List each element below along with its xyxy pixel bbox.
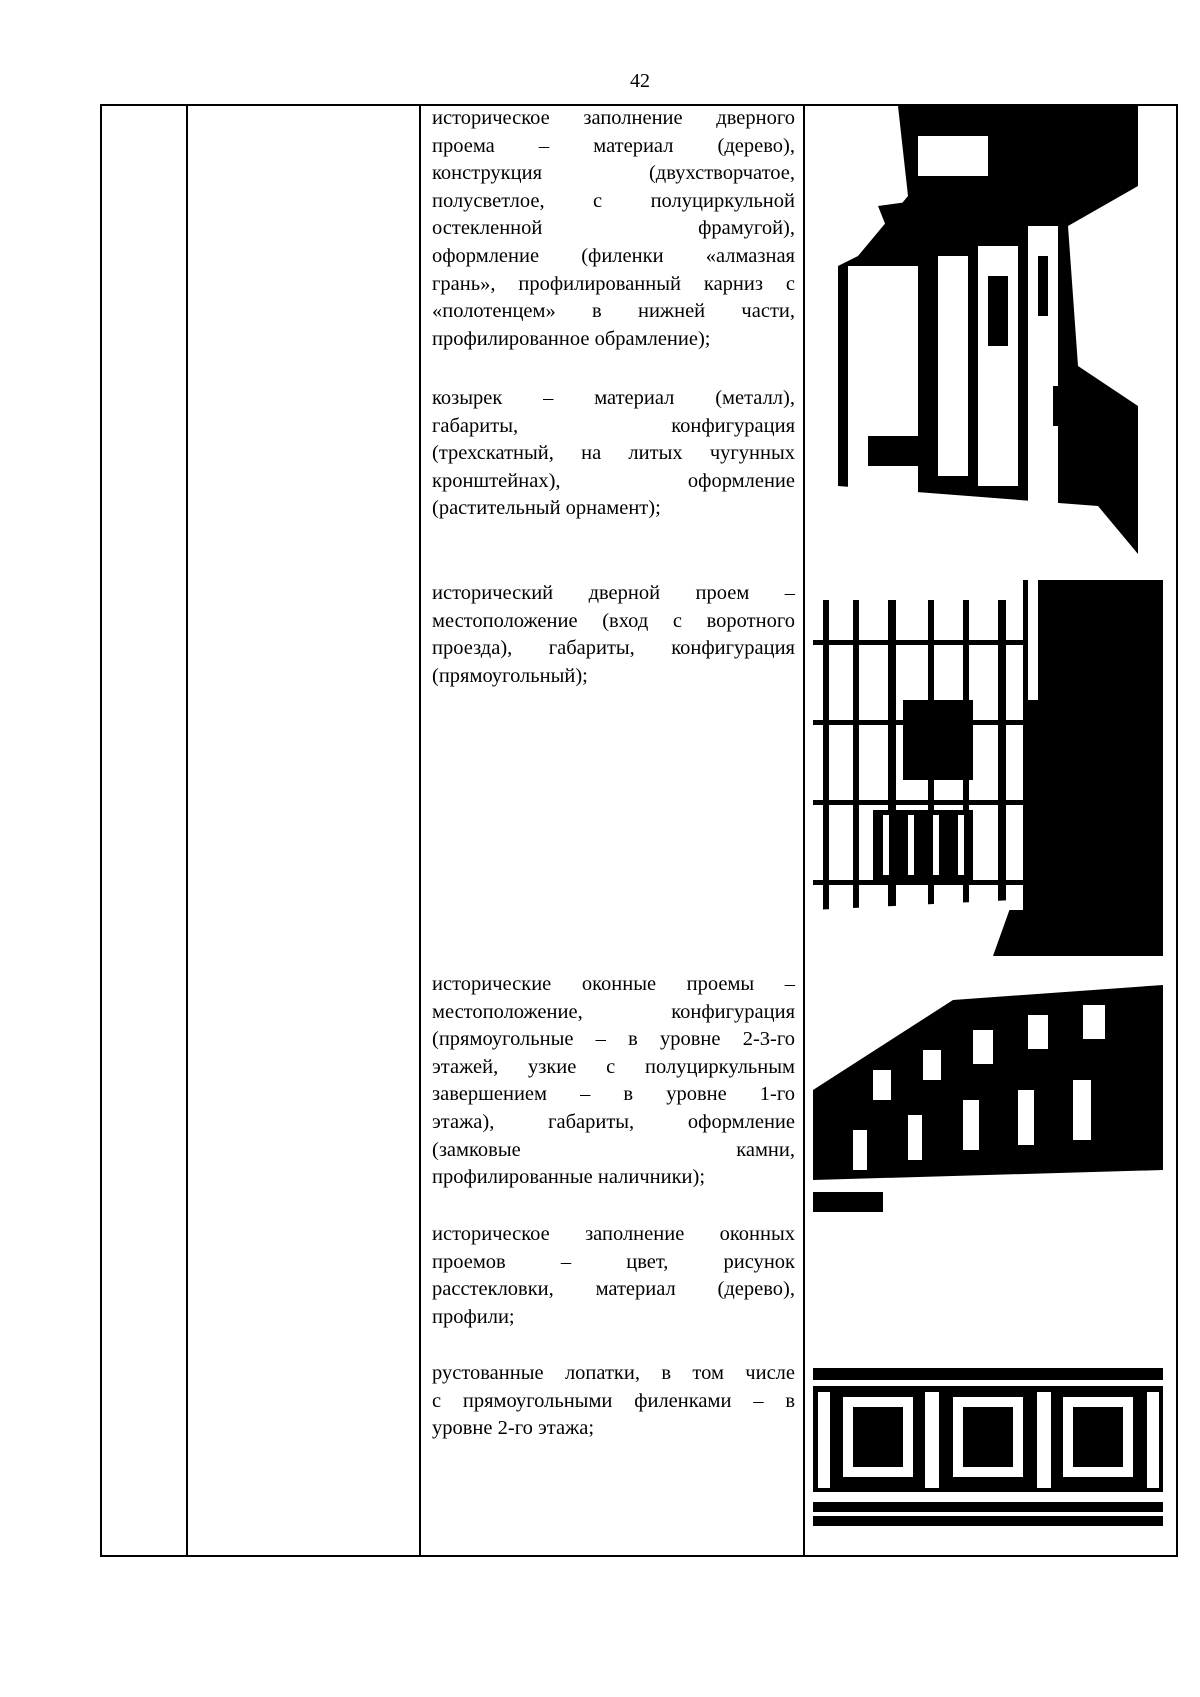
- item-door-opening: [432, 580, 795, 690]
- text-line: профилированные наличники);: [432, 1166, 706, 1189]
- table-col-border-1: [100, 104, 102, 1557]
- text-line: (замковые камни,: [432, 1138, 795, 1161]
- text-line: историческое заполнение оконных: [432, 1223, 795, 1245]
- item-door-filling: [432, 105, 795, 353]
- text-line: конструкция (двухстворчатое,: [432, 162, 795, 185]
- text-line: этажа), габариты, оформление: [432, 1110, 795, 1133]
- text-line: историческое заполнение дверного: [432, 107, 795, 129]
- text-line: уровне 2-го этажа;: [432, 1417, 595, 1440]
- text-line: (трехскатный, на литых чугунных: [432, 442, 795, 465]
- text-line: профили;: [432, 1305, 515, 1328]
- text-line: рустованные лопатки, в том числе: [432, 1362, 795, 1384]
- text-line: (прямоугольные – в уровне 2-3-го: [432, 1028, 795, 1051]
- text-line: завершением – в уровне 1-го: [432, 1083, 795, 1106]
- item-window-openings: [432, 971, 795, 1192]
- table-bottom-border: [100, 1555, 1178, 1557]
- photo-entrance-canopy: [838, 106, 1138, 554]
- text-line: местоположение, конфигурация: [432, 1000, 795, 1023]
- text-line: местоположение (вход с воротного: [432, 609, 795, 632]
- text-line: «полотенцем» в нижней части,: [432, 300, 795, 323]
- text-line: исторические оконные проемы –: [432, 973, 795, 995]
- item-window-filling: [432, 1221, 795, 1331]
- text-line: проема – материал (дерево),: [432, 134, 795, 157]
- text-line: исторический дверной проем –: [432, 582, 795, 604]
- photo-facade-windows: [813, 980, 1163, 1212]
- text-line: грань», профилированный карниз с: [432, 272, 795, 295]
- text-line: расстекловки, материал (дерево),: [432, 1278, 795, 1301]
- text-line: профилированное обрамление);: [432, 327, 711, 350]
- text-line: проемов – цвет, рисунок: [432, 1250, 795, 1273]
- table-col-border-2: [186, 104, 188, 1557]
- table-col-border-5: [1176, 104, 1178, 1557]
- text-line: габариты, конфигурация: [432, 414, 795, 437]
- table-col-border-4: [803, 104, 805, 1557]
- item-canopy: [432, 385, 795, 523]
- page-number: 42: [630, 70, 650, 92]
- text-line: (прямоугольный);: [432, 664, 588, 687]
- photo-gate-door: [813, 580, 1163, 956]
- item-pilasters: [432, 1360, 795, 1443]
- text-line: козырек – материал (металл),: [432, 387, 795, 409]
- text-line: полусветлое, с полуциркульной: [432, 189, 795, 212]
- text-line: (растительный орнамент);: [432, 497, 661, 520]
- table-col-border-3: [419, 104, 421, 1557]
- text-line: кронштейнах), оформление: [432, 469, 795, 492]
- text-line: с прямоугольными филенками – в: [432, 1389, 795, 1412]
- text-line: остекленной фрамугой),: [432, 217, 795, 240]
- text-line: этажей, узкие с полуциркульным: [432, 1055, 795, 1078]
- photo-pilasters: [813, 1352, 1163, 1526]
- text-line: проезда), габариты, конфигурация: [432, 637, 795, 660]
- text-line: оформление (филенки «алмазная: [432, 244, 795, 267]
